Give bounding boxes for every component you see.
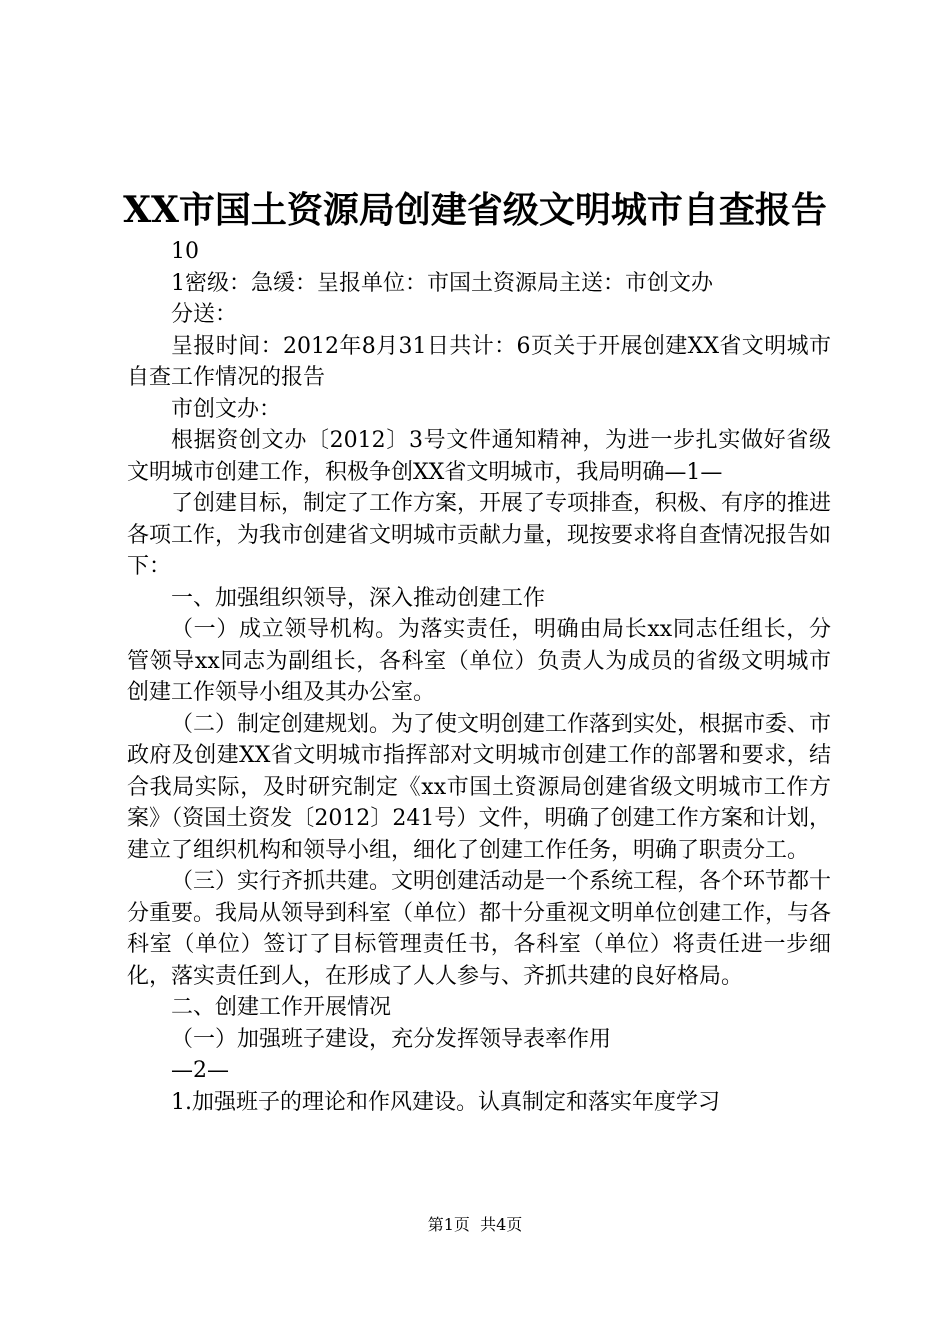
paragraph: 了创建目标，制定了工作方案，开展了专项排查，积极、有序的推进各项工作，为我市创建省文明城市贡献力量，现按要求将自查情况报告如下： — [127, 491, 832, 579]
paragraph: 呈报时间：2012年8月31日共计：6页关于开展创建XX省文明城市自查工作情况的报告 — [127, 333, 831, 390]
subsection-heading: （一）加强班子建设，充分发挥领导表率作用 — [171, 1026, 612, 1052]
paragraph: 1密级：急缓：呈报单位：市国土资源局主送：市创文办 — [171, 270, 713, 296]
paragraph: （二）制定创建规划。为了使文明创建工作落到实处，根据市委、市政府及创建XX省文明城市指挥部对文明城市创建工作的部署和要求，结合我局实际，及时研究制定《xx市国土资源局创建省级文明城市工作方案》（资国土资发〔2012〕241号）文件，明确了创建工作方案和计划，建立了组织机构和领导小组，细化了创建工作任务，明确了职责分工。 — [127, 711, 832, 863]
document-title: XX市国土资源局创建省级文明城市自查报告 — [123, 189, 827, 231]
paragraph: 根据资创文办〔2012〕3号文件通知精神，为进一步扎实做好省级文明城市创建工作，积极争创XX省文明城市，我局明确—1— — [127, 428, 831, 485]
paragraph: 分送： — [171, 302, 238, 327]
section-heading: 一、加强组织领导，深入推动创建工作 — [171, 585, 546, 611]
paragraph: 10 — [171, 239, 199, 264]
paragraph: 1.加强班子的理论和作风建设。认真制定和落实年度学习 — [171, 1089, 720, 1115]
document-body — [127, 236, 831, 1118]
paragraph: （一）成立领导机构。为落实责任，明确由局长xx同志任组长，分管领导xx同志为副组长，各科室（单位）负责人为成员的省级文明城市创建工作领导小组及其办公室。 — [127, 617, 831, 705]
paragraph: 市创文办： — [171, 396, 282, 422]
page-footer: 第1页 共4页 — [427, 1215, 523, 1234]
page-marker: —2— — [171, 1058, 229, 1083]
paragraph: （三）实行齐抓共建。文明创建活动是一个系统工程，各个环节都十分重要。我局从领导到科室（单位）都十分重视文明单位创建工作，与各科室（单位）签订了目标管理责任书，各科室（单位）将责任进一步细化，落实责任到人，在形成了人人参与、齐抓共建的良好格局。 — [127, 869, 832, 989]
section-heading: 二、创建工作开展情况 — [171, 995, 392, 1020]
